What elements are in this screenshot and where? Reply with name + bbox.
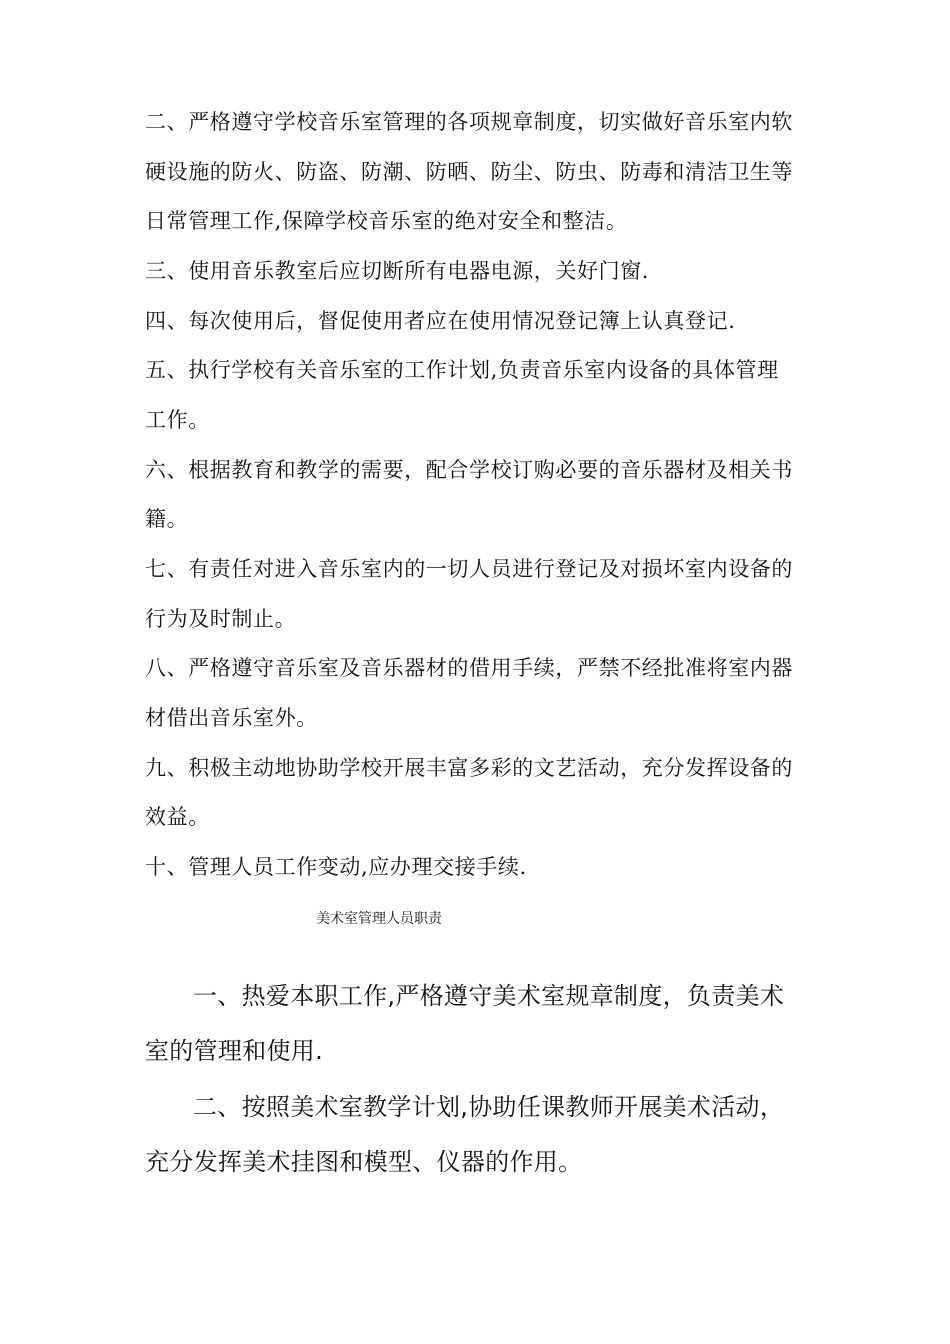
music-item-2-line-3: 日常管理工作,保障学校音乐室的绝对安全和整洁。	[145, 209, 628, 233]
art-item-1-line-1: 一、热爱本职工作,严格遵守美术室规章制度，负责美术	[193, 982, 785, 1010]
music-item-3: 三、使用音乐教室后应切断所有电器电源，关好门窗.	[145, 259, 650, 283]
music-item-6-line-2: 籍。	[145, 507, 189, 531]
art-item-2-line-2: 充分发挥美术挂图和模型、仪器的作用。	[145, 1148, 583, 1176]
music-item-9-line-1: 九、积极主动地协助学校开展丰富多彩的文艺活动，充分发挥设备的	[145, 756, 793, 780]
music-item-9-line-2: 效益。	[145, 805, 210, 829]
music-item-5-line-2: 工作。	[145, 408, 210, 432]
art-item-2-line-1: 二、按照美术室教学计划,协助任课教师开展美术活动，	[193, 1093, 785, 1121]
music-item-7-line-2: 行为及时制止。	[145, 607, 297, 631]
music-item-2-line-2: 硬设施的防火、防盗、防潮、防晒、防尘、防虫、防毒和清洁卫生等	[145, 160, 793, 184]
music-item-4: 四、每次使用后，督促使用者应在使用情况登记簿上认真登记.	[145, 309, 736, 333]
art-item-1-line-2: 室的管理和使用.	[145, 1037, 324, 1065]
music-item-10: 十、管理人员工作变动,应办理交接手续.	[145, 855, 527, 879]
music-item-7-line-1: 七、有责任对进入音乐室内的一切人员进行登记及对损坏室内设备的	[145, 557, 793, 581]
music-item-8-line-2: 材借出音乐室外。	[145, 706, 318, 730]
art-section-title: 美术室管理人员职责	[316, 911, 442, 927]
music-item-2-line-1: 二、严格遵守学校音乐室管理的各项规章制度，切实做好音乐室内软	[145, 110, 793, 134]
music-item-8-line-1: 八、严格遵守音乐室及音乐器材的借用手续，严禁不经批准将室内器	[145, 656, 793, 680]
music-item-5-line-1: 五、执行学校有关音乐室的工作计划,负责音乐室内设备的具体管理	[145, 358, 779, 382]
music-item-6-line-1: 六、根据教育和教学的需要，配合学校订购必要的音乐器材及相关书	[145, 458, 793, 482]
